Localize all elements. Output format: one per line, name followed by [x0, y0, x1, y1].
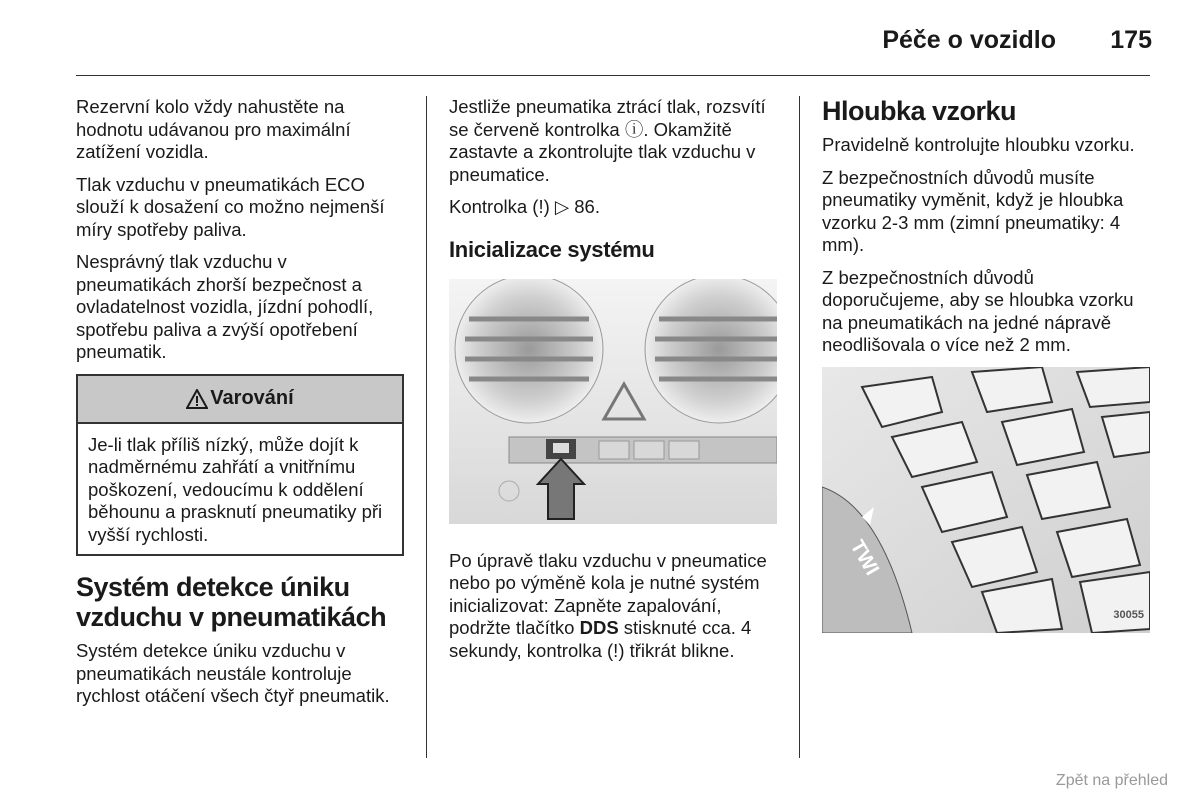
column-3 — [822, 96, 1152, 633]
paragraph-text: Po úpravě tlaku vzduchu v pneumatice nebo po výměně kola je nutné systém inicializovat: Zapněte zapalování, podržte tlačítko — [449, 549, 767, 638]
figure-number: 30055 — [1113, 609, 1144, 621]
tyre-tread-drawing — [822, 367, 1150, 633]
paragraph: Nesprávný tlak vzduchu v pneumatikách zhorší bezpečnost a ovladatelnost vozidla, jízdní pohodlí, spotřebu paliva a zvýší opotřebení pneumatik. — [76, 251, 374, 362]
paragraph: Jestliže pneumatika ztrácí tlak, rozsvítí se červeně kontrolka ⓘ. Okamžitě zastavte a zkontrolujte tlak vzduchu v pneumatice. — [449, 96, 766, 185]
warning-title: Varování — [210, 387, 294, 410]
column-divider — [799, 96, 800, 758]
paragraph: Z bezpečnostních důvodů musíte pneumatiky vyměnit, když je hloubka vzorku 2-3 mm (zimní pneumatiky: 4 mm). — [822, 166, 1124, 255]
section-title: Hloubka vzorku — [822, 96, 1017, 126]
paragraph: Pravidelně kontrolujte hloubku vzorku. — [822, 134, 1135, 155]
warning-box — [76, 374, 404, 557]
page-header — [76, 24, 1152, 64]
back-to-overview-link[interactable]: Zpět na přehled — [1055, 772, 1168, 789]
paragraph: Tlak vzduchu v pneumatikách ECO slouží k dosažení co možno nejmenší míry spotřeby paliva. — [76, 173, 385, 240]
header-divider — [76, 75, 1150, 76]
warning-header — [78, 376, 402, 424]
subsection-title: Inicializace systému — [449, 236, 655, 262]
reference-line: Kontrolka (!) ▷ 86. — [449, 196, 600, 217]
paragraph: Rezervní kolo vždy nahustěte na hodnotu udávanou pro maximální zatížení vozidla. — [76, 96, 351, 162]
tyre-tread-illustration — [822, 367, 1150, 633]
section-title: Systém detekce úniku vzduchu v pneumatikách — [76, 572, 387, 632]
column-divider — [426, 96, 427, 758]
column-1 — [76, 96, 406, 718]
paragraph — [449, 550, 784, 663]
paragraph: Systém detekce úniku vzduchu v pneumatikách neustále kontroluje rychlost otáčení všech čtyř pneumatik. — [76, 640, 390, 706]
twi-marking: TWI — [845, 536, 884, 579]
chapter-title: Péče o vozidlo — [882, 26, 1056, 54]
warning-text: Je-li tlak příliš nízký, může dojít k nadměrnému zahřátí a vnitřnímu poškození, vedoucímu k oddělení běhounu a prasknutí pneumatiky při vyšší rychlosti. — [88, 433, 383, 545]
column-2 — [449, 96, 784, 672]
page-number: 175 — [1110, 26, 1152, 54]
dds-button-label: DDS — [579, 617, 619, 638]
warning-icon — [186, 389, 208, 409]
paragraph: Z bezpečnostních důvodů doporučujeme, aby se hloubka vzorku na pneumatikách na jedné nápravě neodlišovala o více než 2 mm. — [822, 266, 1134, 355]
paragraph-text: stisknuté cca. 4 sekundy, kontrolka (!) třikrát blikne. — [449, 617, 752, 661]
dashboard-illustration — [449, 279, 777, 524]
